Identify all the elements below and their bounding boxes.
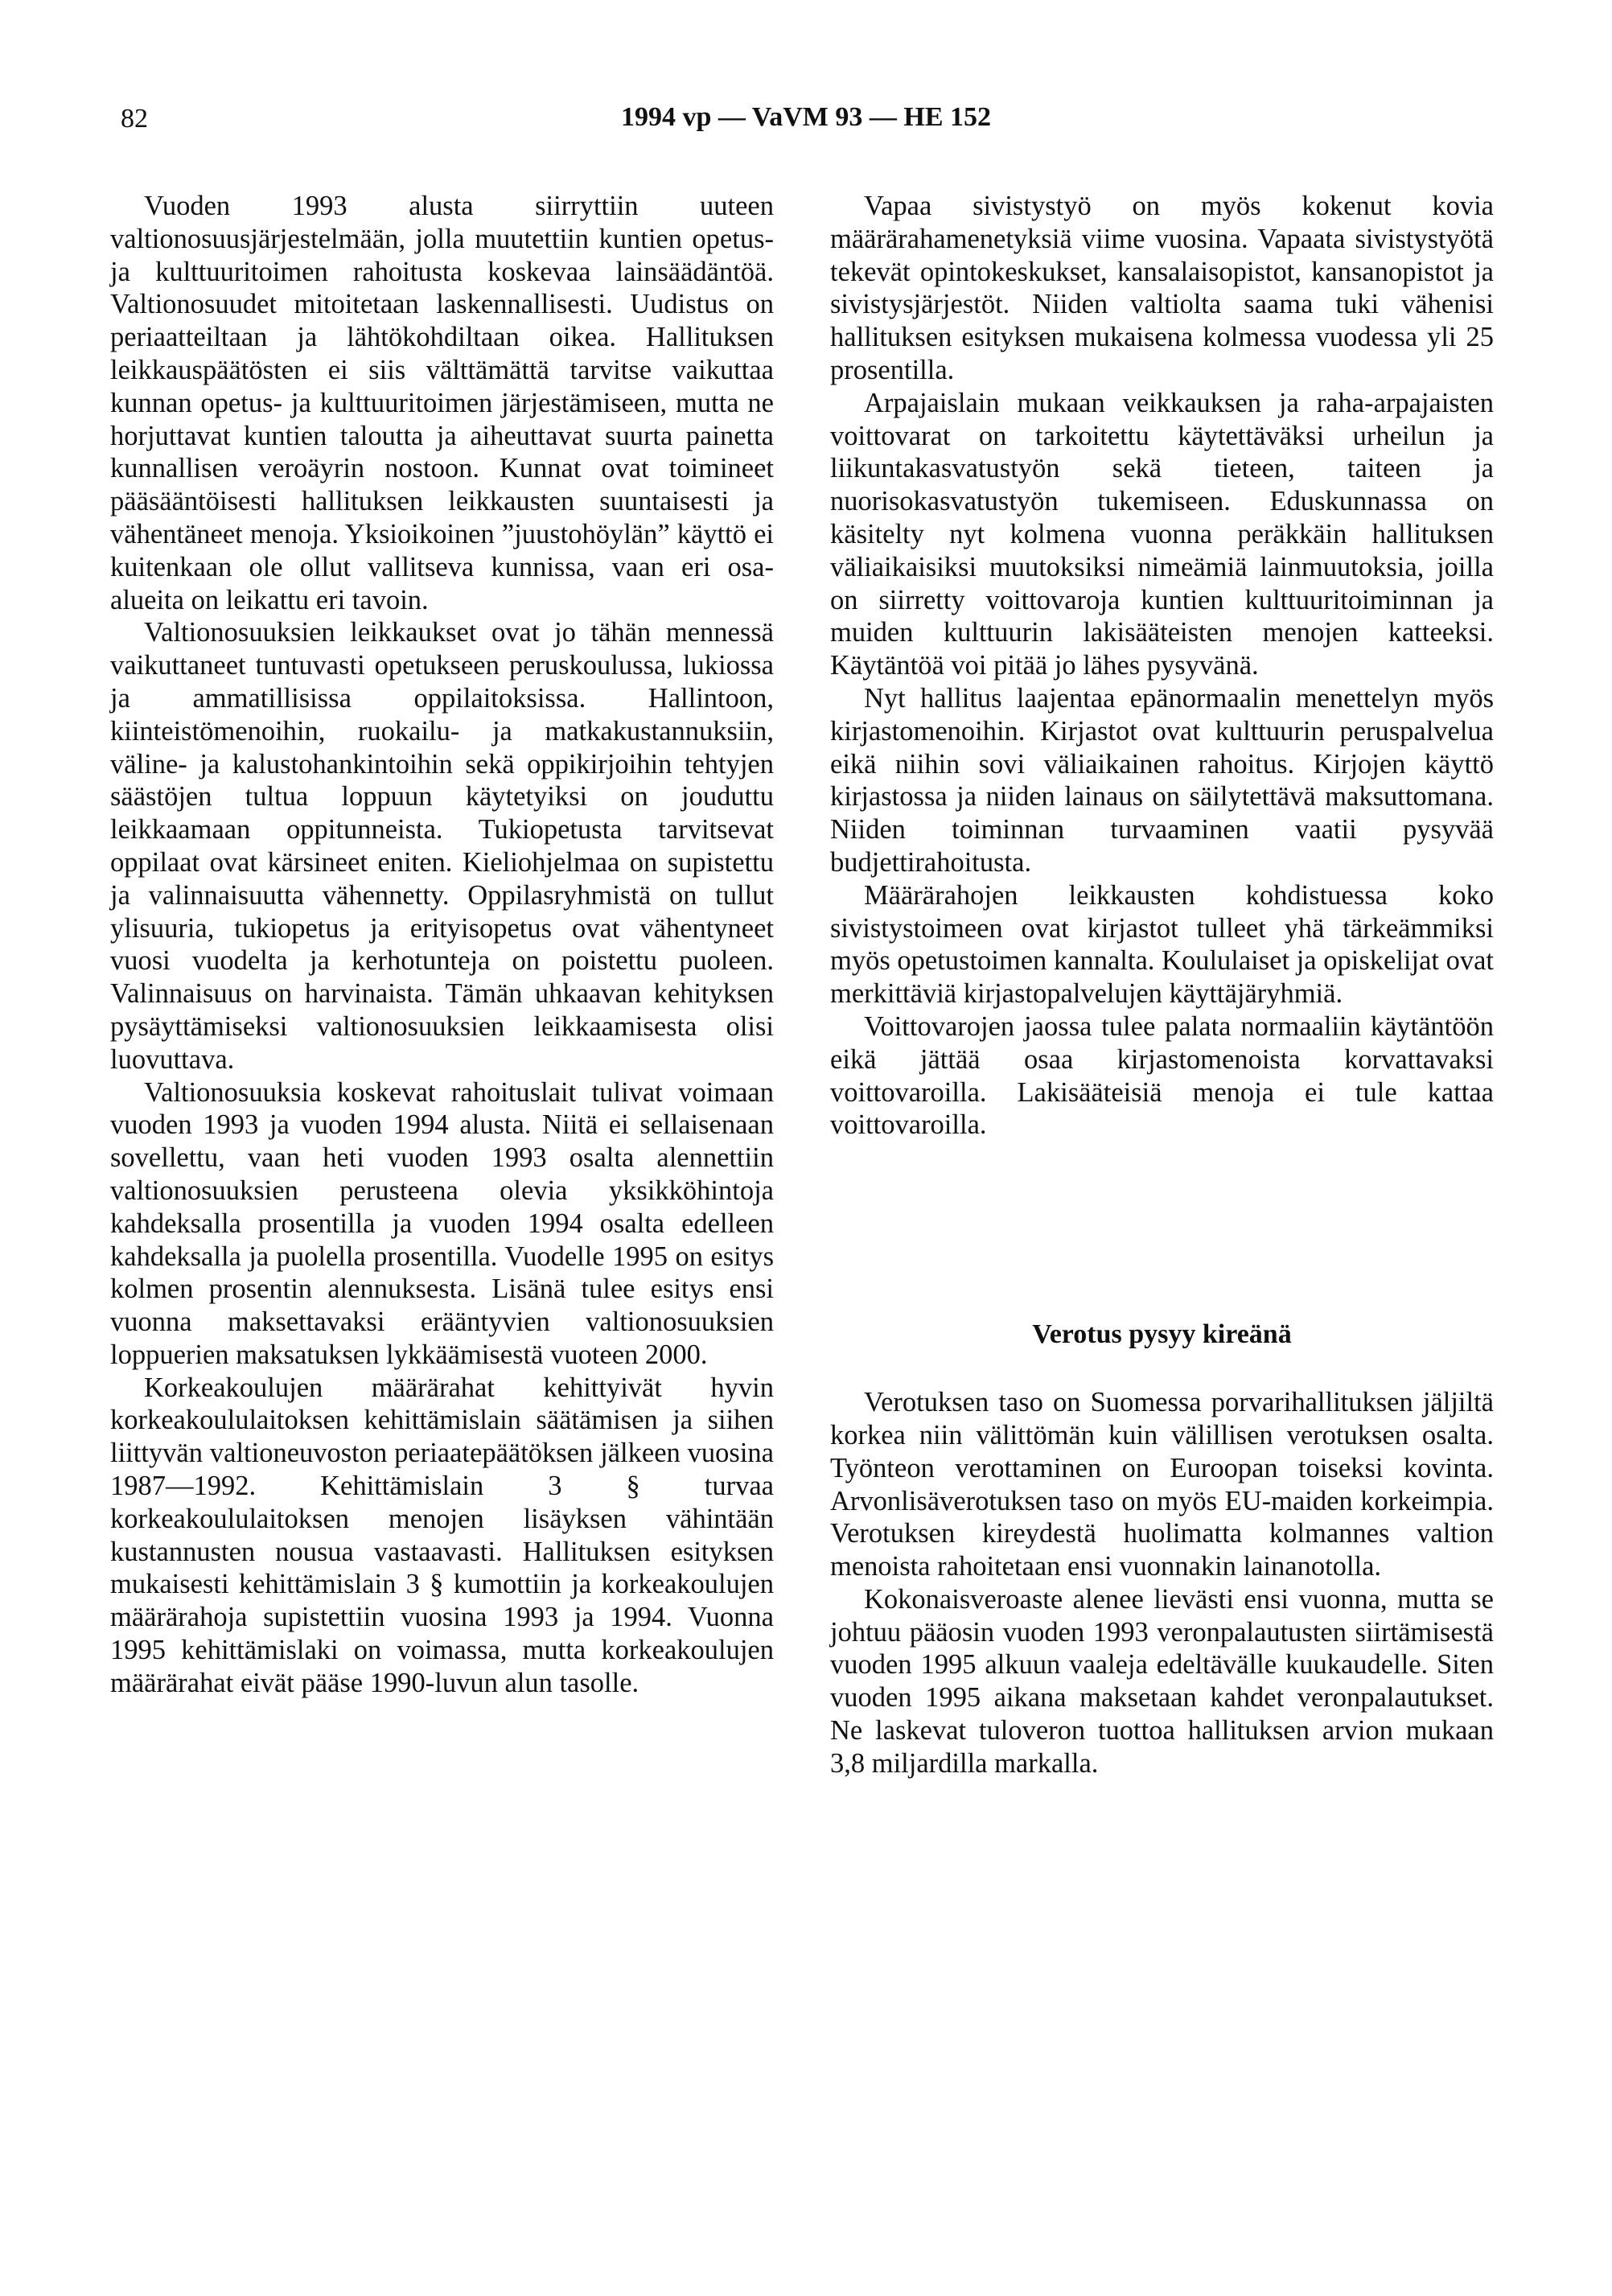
section-heading: Verotus pysyy kireänä bbox=[1032, 1319, 1292, 1350]
paragraph: Määrärahojen leikkausten kohdistuessa koko sivistystoimeen ovat kirjastot tulleet yhä tärkeämmiksi myös opetustoimen kannalta. Koululaiset ja opiskelijat ovat merkittäviä kirjastopalvelujen käyttäjäryhmiä. bbox=[830, 879, 1494, 1010]
paragraph: Korkeakoulujen määrärahat kehittyivät hyvin korkeakoululaitoksen kehittämislain säätämisen ja siihen liittyvän valtioneuvoston periaatepäätöksen jälkeen vuosina 1987—1992. Kehittämislain 3 § turvaa korkeakoululaitoksen menojen lisäyksen vähintään kustannusten nousua vastaavasti. Hallituksen esityksen mukaisesti kehittämislain 3 § kumottiin ja korkeakoulujen määrärahoja supistettiin vuosina 1993 ja 1994. Vuonna 1995 kehittämislaki on voimassa, mutta korkeakoulujen määrärahat eivät pääse 1990-luvun alun tasolle. bbox=[110, 1372, 774, 1698]
paragraph: Kokonaisveroaste alenee lievästi ensi vuonna, mutta se johtuu pääosin vuoden 1993 veronpalautusten siirtämisestä vuoden 1995 alkuun vaaleja edeltävälle kuukaudelle. Siten vuoden 1995 aikana maksetaan kahdet veronpalautukset. Ne laskevat tuloveron tuottoa hallituksen arvion mukaan 3,8 miljardilla markalla. bbox=[830, 1583, 1494, 1779]
paragraph: Vapaa sivistystyö on myös kokenut kovia määrärahamenetyksiä viime vuosina. Vapaata sivistystyötä tekevät opintokeskukset, kansalaisopistot, kansanopistot ja sivistysjärjestöt. Niiden valtiolta saama tuki vähenisi hallituksen esityksen mukaisena kolmessa vuodessa yli 25 prosentilla. bbox=[830, 191, 1494, 385]
paragraph: Nyt hallitus laajentaa epänormaalin menettelyn myös kirjastomenoihin. Kirjastot ovat kulttuurin peruspalvelua eikä niihin sovi väliaikainen rahoitus. Kirjojen käyttö kirjastossa ja niiden lainaus on säilytettävä maksuttomana. Niiden toiminnan turvaaminen vaatii pysyvää budjettirahoitusta. bbox=[830, 682, 1494, 878]
right-column bbox=[830, 190, 1494, 1780]
paragraph: Voittovarojen jaossa tulee palata normaaliin käytäntöön eikä jättää osaa kirjastomenoista korvattavaksi voittovaroilla. Lakisääteisiä menoja ei tule kattaa voittovaroilla. bbox=[830, 1010, 1494, 1141]
running-title: 1994 vp — VaVM 93 — HE 152 bbox=[621, 102, 991, 132]
page-number: 82 bbox=[121, 104, 148, 134]
paragraph: Verotuksen taso on Suomessa porvarihallituksen jäljiltä korkea niin välittömän kuin välillisen verotuksen osalta. Työnteon verottaminen on Euroopan toiseksi kovinta. Arvonlisäverotuksen taso on myös EU-maiden korkeimpia. Verotuksen kireydestä huolimatta kolmannes valtion menoista rahoitetaan ensi vuonnakin lainanotolla. bbox=[830, 1387, 1494, 1582]
paragraph: Vuoden 1993 alusta siirryttiin uuteen valtionosuusjärjestelmään, jolla muutettiin kuntien opetus- ja kulttuuritoimen rahoitusta koskevaa lainsäädäntöä. Valtionosuudet mitoitetaan laskennallisesti. Uudistus on periaatteiltaan ja lähtökohdiltaan oikea. Hallituksen leikkauspäätösten ei siis välttämättä tarvitse vaikuttaa kunnan opetus- ja kulttuuritoimen järjestämiseen, mutta ne horjuttavat kuntien taloutta ja aiheuttavat suurta painetta kunnallisen veroäyrin nostoon. Kunnat ovat toimineet pääsääntöisesti hallituksen leikkausten suuntaisesti ja vähentäneet menoja. Yksioikoinen ”juustohöylän” käyttö ei kuitenkaan ole ollut vallitseva kunnissa, vaan eri osa-alueita on leikattu eri tavoin. bbox=[110, 191, 774, 615]
paragraph: Arpajaislain mukaan veikkauksen ja raha-arpajaisten voittovarat on tarkoitettu käytettäväksi urheilun ja liikuntakasvatustyön sekä tieteen, taiteen ja nuorisokasvatustyön tukemiseen. Eduskunnassa on käsitelty nyt kolmena vuonna peräkkäin hallituksen väliaikaisiksi muutoksiksi nimeämiä lainmuutoksia, joilla on siirretty voittovaroja kuntien kulttuuritoiminnan ja muiden kulttuurin lakisääteisten menojen katteeksi. Käytäntöä voi pitää jo lähes pysyvänä. bbox=[830, 387, 1494, 681]
paragraph: Valtionosuuksia koskevat rahoituslait tulivat voimaan vuoden 1993 ja vuoden 1994 alusta. Niitä ei sellaisenaan sovellettu, vaan heti vuoden 1993 osalta alennettiin valtionosuuksien perusteena olevia yksikköhintoja kahdeksalla prosentilla ja vuoden 1994 osalta edelleen kahdeksalla ja puolella prosentilla. Vuodelle 1995 on esitys kolmen prosentin alennuksesta. Lisänä tulee esitys ensi vuonna maksettavaksi erääntyvien valtionosuuksien loppuerien maksatuksen lykkäämisestä vuoteen 2000. bbox=[110, 1076, 774, 1370]
left-column bbox=[110, 190, 774, 1700]
paragraph: Valtionosuuksien leikkaukset ovat jo tähän mennessä vaikuttaneet tuntuvasti opetukseen peruskoulussa, lukiossa ja ammatillisissa oppilaitoksissa. Hallintoon, kiinteistömenoihin, ruokailu- ja matkakustannuksiin, väline- ja kalustohankintoihin sekä oppikirjoihin tehtyjen säästöjen tultua loppuun käytetyiksi on jouduttu leikkaamaan oppitunneista. Tukiopetusta tarvitsevat oppilaat ovat kärsineet eniten. Kieliohjelmaa on supistettu ja valinnaisuutta vähennetty. Oppilasryhmistä on tullut ylisuuria, tukiopetus ja erityisopetus ovat vähentyneet vuosi vuodelta ja kerhotunteja on poistettu puoleen. Valinnaisuus on harvinaista. Tämän uhkaavan kehityksen pysäyttämiseksi valtionosuuksien leikkaamisesta olisi luovuttava. bbox=[110, 617, 774, 1075]
